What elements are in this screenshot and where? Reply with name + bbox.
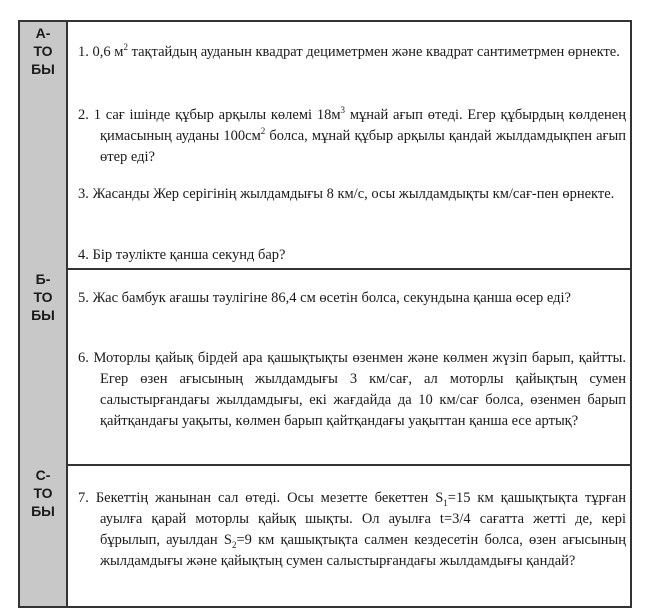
task-number: 1. [78, 44, 89, 60]
subscript: 1 [443, 497, 448, 508]
task-number: 3. [78, 186, 89, 202]
task-text: 1 сағ ішінде құбыр арқылы көлемі 18м [93, 107, 341, 123]
task-text: Бекеттің жанынан сал өтеді. Осы мезетте бекеттен S [95, 490, 444, 506]
group-a-row [20, 22, 630, 270]
task-text: мұнай ағып өтеді. Егер құбырдың көлденең қимасының ауданы 100см [100, 107, 626, 144]
task-2 [78, 105, 626, 168]
group-label-line: БЫ [31, 61, 55, 77]
group-label-line: С- [35, 467, 51, 483]
task-number: 7. [78, 490, 89, 506]
superscript: 3 [340, 105, 346, 116]
task-4 [78, 245, 626, 266]
task-number: 4. [78, 247, 89, 263]
group-label-line: БЫ [31, 307, 55, 323]
subscript: 2 [231, 539, 237, 550]
group-label-line: БЫ [31, 503, 55, 519]
task-6 [78, 348, 626, 432]
group-label-line: А- [35, 25, 51, 41]
group-label-line: ТО [33, 43, 53, 59]
task-text: Моторлы қайық бірдей ара қашықтықты өзенмен және көлмен жүзіп барып, қайтты. Егер өзен ағысының жылдамдығы 3 км/сағ, ал моторлы қайықтың сумен салыстырғандағы жылдамдығы, екі жағдайда да 10 км/сағ болса, өзенмен барып қайтқандағы уақыты, көлмен барып қайтқандағы уақыттан қанша есе артық? [93, 350, 627, 429]
task-text: Жас бамбук ағашы тәулігіне 86,4 см өсетін болса, секундына қанша өсер еді? [92, 290, 571, 306]
task-1 [78, 42, 626, 63]
task-3 [78, 184, 626, 205]
superscript: 2 [260, 126, 266, 137]
task-number: 6. [78, 350, 89, 366]
task-5 [78, 288, 626, 309]
group-label-line: Б- [35, 271, 51, 287]
task-text: болса, мұнай құбыр арқылы қандай жылдамдықпен ағып өтер еді? [100, 128, 626, 165]
task-7 [78, 488, 626, 572]
group-c-label [20, 464, 68, 606]
group-b-row [20, 268, 630, 466]
group-label-line: ТО [33, 485, 53, 501]
task-text: =15 км қашықтықта тұрған ауылға қарай моторлы қайық шықты. Ол ауылға t=3/4 сағатта жетті де, кері бұрылып, ауылдан S [100, 490, 626, 548]
group-a-label [20, 22, 68, 268]
group-b-label [20, 268, 68, 464]
task-number: 2. [78, 107, 89, 123]
task-text: Бір тәулікте қанша секунд бар? [92, 247, 286, 263]
task-text: тақтайдың ауданын квадрат дециметрмен және квадрат сантиметрмен өрнекте. [127, 44, 620, 60]
task-sheet [18, 20, 632, 608]
task-number: 5. [78, 290, 89, 306]
group-c-tasks [68, 464, 630, 606]
task-text: Жасанды Жер серігінің жылдамдығы 8 км/с, осы жылдамдықты км/сағ-пен өрнекте. [92, 186, 615, 202]
group-c-row [20, 464, 630, 606]
group-label-line: ТО [33, 289, 53, 305]
group-a-tasks [68, 22, 630, 268]
superscript: 2 [123, 42, 128, 53]
group-b-tasks [68, 268, 630, 464]
task-text: 0,6 м [92, 44, 124, 60]
task-text: =9 км қашықтықта салмен кездесетін болса, өзен ағысының жылдамдығы және қайықтың сумен салыстырғандағы жылдамдығы қандай? [100, 532, 626, 569]
